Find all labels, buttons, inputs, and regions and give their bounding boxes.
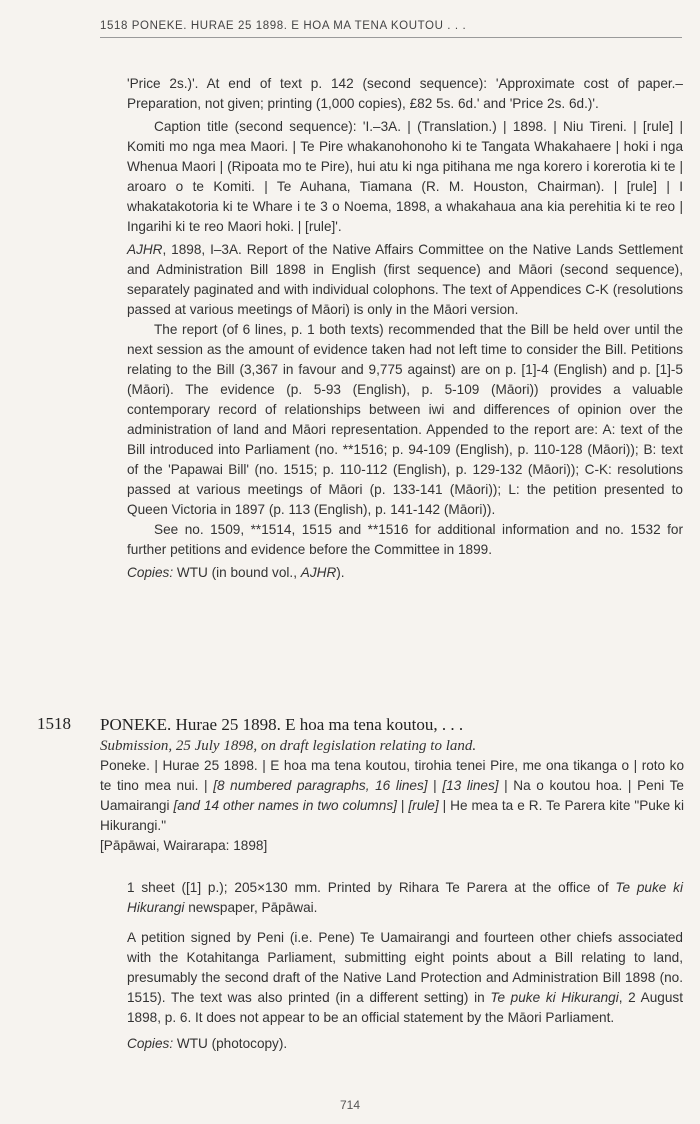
copies-label: Copies: [127,1036,174,1051]
entry-number: 1518 [37,714,71,733]
copies-text: WTU (in bound vol., [173,565,301,580]
transcript-part: Poneke. | Hurae 25 1898. | E hoa ma tena koutou, tirohia tenei Pire, me ona tikanga o | roto ko te tino mea nui. | [100,758,684,793]
petition-paragraph [127,928,683,1028]
page-number: 714 [339,1098,361,1112]
entry-title: PONEKE. Hurae 25 1898. E hoa ma tena koutou, . . . [100,715,464,734]
copies-paragraph [127,563,683,583]
sheet-text: newspaper, Pāpāwai. [184,900,318,915]
copies-text: WTU (photocopy). [173,1036,288,1051]
entry-description [127,878,683,1054]
entry-copies-paragraph [127,1034,683,1054]
petition-text: , 2 August 1898, p. 6. It does not appear to be an official statement by the Māori Parliament. [127,990,683,1025]
caption-title-paragraph: Caption title (second sequence): 'I.–3A. | (Translation.) | 1898. | Niu Tireni. | [rule] | Komiti mo nga mea Maori. | Te Pire whakanohonoho ki te Tangata Whakahaere | hoki i nga Whenua Maori | (Ripoata mo te Pire), hui atu ki nga pitihana me nga korero i korerotia ki te | aroaro o te Komiti. | Te Auhana, Tiamana (R. M. Houston, Chairman). | [rule] | I whakatakotoria ki te Whare i te 3 o Noema, 1898, a whakahaua ana kia perehitia ki te reo | Ingarihi ki te reo Maori hoki. | [rule]'. [127,119,683,234]
transcript-note: [8 numbered paragraphs, 16 lines] [213,778,428,793]
transcript-part: | [427,778,443,793]
running-head: 1518 PONEKE. HURAE 25 1898. E HOA MA TENA KOUTOU . . . [100,20,682,38]
ajhr-text: , 1898, I–3A. Report of the Native Affairs Committee on the Native Lands Settlement and Administration Bill 1898 in English (first sequence) and Māori (second sequence), separately paginated and with individual colophons. The text of Appendices C-K (resolutions passed at various meetings of Māori) is only in the Māori version. [127,242,683,317]
copies-end: ). [336,565,345,580]
entry-transcription [100,756,684,856]
ajhr-paragraph [127,240,683,320]
transcript-part: | He mea ta e R. Te Parera kite "Puke ki Hikurangi." [100,798,684,833]
ajhr-abbrev: AJHR [127,242,163,257]
copies-ajhr: AJHR [300,565,337,580]
see-also-paragraph: See no. 1509, **1514, 1515 and **1516 for additional information and no. 1532 for further petitions and evidence before the Committee in 1899. [127,522,683,557]
transcript-part: | [396,798,409,813]
previous-entry-notes [127,74,683,583]
petition-text: A petition signed by Peni (i.e. Pene) Te Uamairangi and fourteen other chiefs associated with the Kotahitanga Parliament, submitting eight points about a Bill relating to land, presumably the second draft of the Native Land Protection and Administration Bill 1898 (no. 1515). The text was also printed (in a different setting) in [127,930,683,1005]
transcript-note: [and 14 other names in two columns] [173,798,397,813]
sheet-paragraph [127,878,683,918]
copies-label: Copies: [127,565,174,580]
entry-1518 [100,714,684,856]
newspaper-title: Te puke ki Hikurangi [490,990,619,1005]
report-paragraph: The report (of 6 lines, p. 1 both texts) recommended that the Bill be held over until the next session as the amount of evidence taken had not left time to consider the Bill. Petitions relating to the Bill (3,367 in favour and 9,775 against) are on p. [1]-4 (English) and p. [1]-5 (Māori). The evidence (p. 5-93 (English), p. 5-109 (Māori)) provides a valuable contemporary record of relationships between iwi and differences of opinion over the administration of land and Māori representation. Appended to the report are: A: text of the Bill introduced into Parliament (no. **1516; p. 94-109 (English), p. 110-128 (Māori)); B: text of the 'Papawai Bill' (no. 1515; p. 110-112 (English), p. 129-132 (Māori)); C-K: resolutions passed at various meetings of Māori (p. 133-141 (Māori)); L: the petition presented to Queen Victoria in 1897 (p. 113 (English), p. 141-142 (Māori)). [127,322,683,517]
newspaper-title: Te puke ki Hikurangi [127,880,683,915]
transcript-note: [13 lines] [442,778,499,793]
price-paragraph: 'Price 2s.)'. At end of text p. 142 (second sequence): 'Approximate cost of paper.–Preparation, not given; printing (1,000 copies), £82 5s. 6d.' and 'Price 2s. 6d.)'. [127,76,683,111]
transcript-note: [rule] [408,798,439,813]
sheet-text: 1 sheet ([1] p.); 205×130 mm. Printed by Rihara Te Parera at the office of [127,880,616,895]
transcript-imprint: [Pāpāwai, Wairarapa: 1898] [100,838,268,853]
transcript-part: | Na o koutou hoa. | Peni Te Uamairangi [100,778,684,813]
entry-subtitle: Submission, 25 July 1898, on draft legislation relating to land. [100,738,477,754]
